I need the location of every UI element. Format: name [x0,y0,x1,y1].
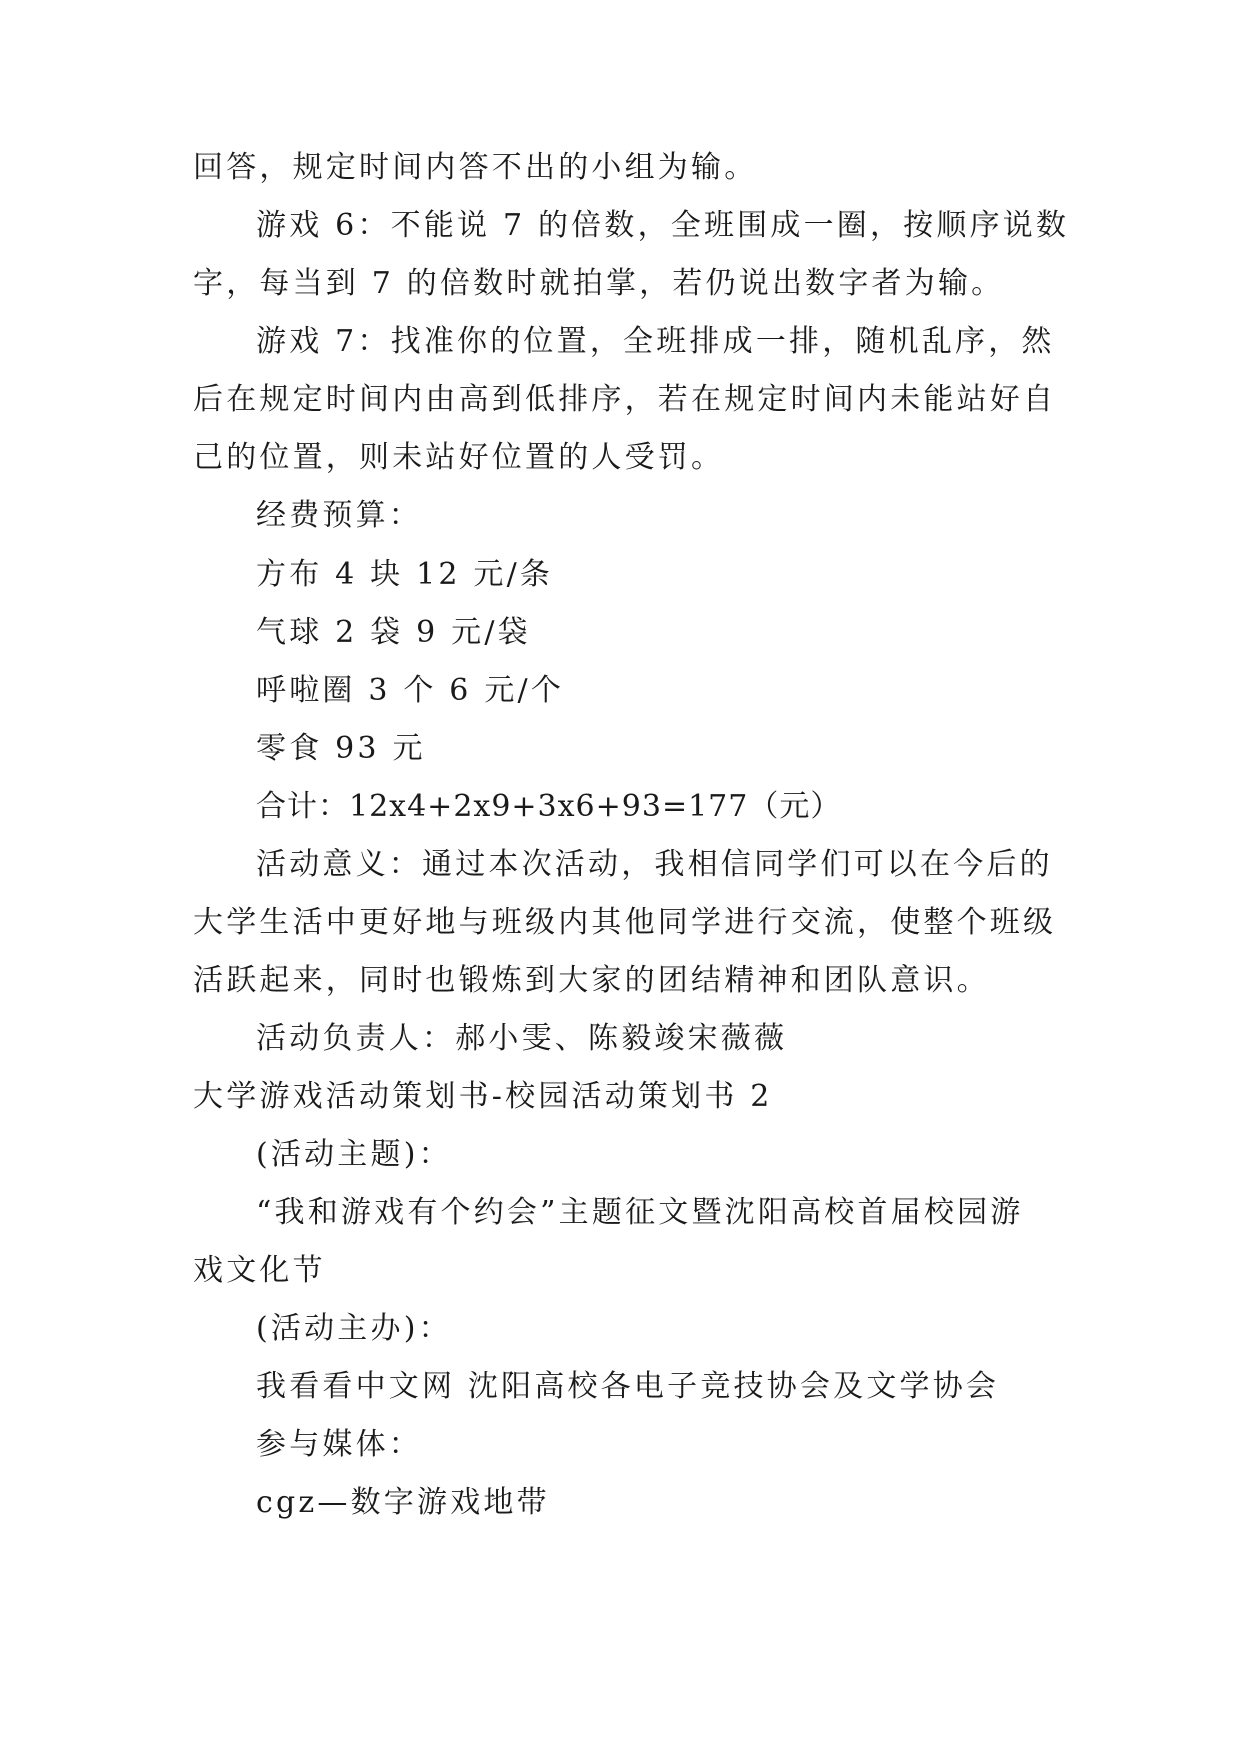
budget-item: 零食 93 元 [256,731,426,766]
paragraph-line: 后在规定时间内由高到低排序，若在规定时间内未能站好自 [193,382,1057,417]
budget-total: 合计：12x4+2x9+3x6+93=177（元） [256,789,842,824]
paragraph-line: “我和游戏有个约会”主题征文暨沈阳高校首届校园游 [256,1195,1024,1230]
paragraph-line: 游戏 7：找准你的位置，全班排成一排，随机乱序，然 [256,324,1055,359]
section-heading: (活动主题)： [256,1137,452,1172]
paragraph-line: 字，每当到 7 的倍数时就拍掌，若仍说出数字者为输。 [193,266,1005,301]
budget-item: 方布 4 块 12 元/条 [256,557,554,592]
paragraph-line: 活动意义：通过本次活动，我相信同学们可以在今后的 [256,847,1053,882]
budget-item: 气球 2 袋 9 元/袋 [256,615,531,650]
section-title: 大学游戏活动策划书-校园活动策划书 2 [193,1079,773,1114]
section-heading: 参与媒体： [256,1427,422,1462]
paragraph-line: 回答，规定时间内答不出的小组为输。 [193,150,758,185]
paragraph-line: 我看看中文网 沈阳高校各电子竞技协会及文学协会 [256,1369,1000,1404]
paragraph-line: 活跃起来，同时也锻炼到大家的团结精神和团队意识。 [193,963,990,998]
paragraph-line: 活动负责人：郝小雯、陈毅竣宋薇薇 [256,1021,788,1056]
paragraph-line: cgz—数字游戏地带 [256,1485,550,1520]
paragraph-line: 己的位置，则未站好位置的人受罚。 [193,440,725,475]
paragraph-line: 游戏 6：不能说 7 的倍数，全班围成一圈，按顺序说数 [256,208,1070,243]
section-heading: 经费预算： [256,498,422,533]
section-heading: (活动主办)： [256,1311,452,1346]
budget-item: 呼啦圈 3 个 6 元/个 [256,673,565,708]
paragraph-line: 戏文化节 [193,1253,326,1288]
paragraph-line: 大学生活中更好地与班级内其他同学进行交流，使整个班级 [193,905,1057,940]
